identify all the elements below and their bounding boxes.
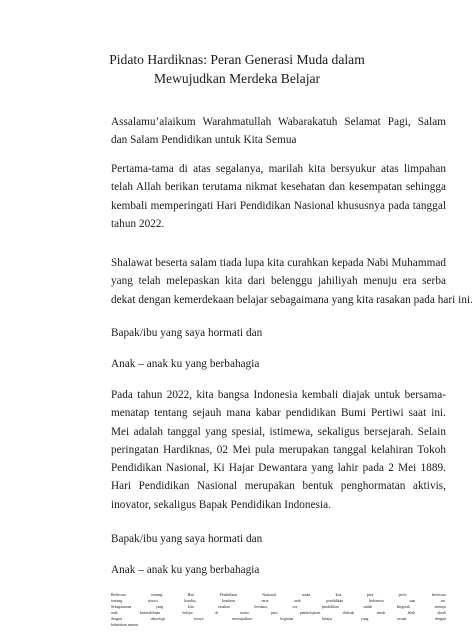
text-line: tentang situasi, kondisi, keadaan, serta arah pendidikan Indonesia saat ini. [111, 599, 446, 603]
paragraph-salutation [111, 324, 446, 342]
document-title [60, 50, 414, 88]
text-line: kebutuhan zaman. [111, 623, 139, 627]
paragraph-salutation [111, 355, 446, 373]
text-line: menatap tentang sejauh mana kabar pendidikan Bumi Pertiwi saat ini. [111, 407, 446, 420]
text-line: dan Salam Pendidikan untuk Kita Semua [111, 134, 297, 147]
paragraph-gratitude [111, 160, 446, 233]
paragraph-hardiknas [111, 386, 446, 514]
text-line: yang telah melepaskan kita dari belenggu jahiliyah menuju era serba [111, 275, 446, 288]
text-line: Mei adalah tanggal yang spesial, istimewa, sekaligus bersejarah. Selain [111, 425, 446, 438]
text-line: Bapak/ibu yang saya hormati dan [111, 327, 263, 339]
paragraph-salutation [111, 530, 446, 548]
text-line: inovator, sekaligus Bapak Pendidikan Indonesia. [111, 498, 332, 511]
paragraph-greeting [111, 113, 446, 150]
text-line: Pendidikan Nasional, Ki Hajar Dewantara yang lahir pada 2 Mei 1889. [111, 462, 446, 475]
text-line: Berbicara tentang Hari Pendidikan Nasional, maka kita pula perlu berbicara [111, 593, 446, 597]
text-line: kembali memperingati Hari Pendidikan Nasional khususnya pada tanggal [111, 199, 446, 212]
title-line: Mewujudkan Merdeka Belajar [153, 71, 321, 86]
text-line: dekat dengan kemerdekaan belajar sebagaimana yang kita rasakan pada hari ini. [111, 293, 473, 306]
text-line: Sebagaimana yang kita rasakan bersama, era pendidikan sudah bergerak menuju [111, 605, 446, 609]
text-line: tahun 2022. [111, 217, 165, 230]
text-line: Anak – anak ku yang berbahagia [111, 564, 260, 576]
paragraph-education-direction [111, 592, 446, 628]
title-line: Pidato Hardiknas: Peran Generasi Muda dalam [109, 52, 365, 67]
text-line: Pada tahun 2022, kita bangsa Indonesia kembali diajak untuk bersama- [111, 389, 446, 401]
paragraph-shalawat [111, 254, 473, 309]
text-line: arah kemerdekaan belajar di mana para pembelajaran didesak untuk lebih akrab [111, 611, 446, 615]
text-line: telah Allah berikan terutama nikmat kesehatan dan kesempatan sehingga [111, 181, 446, 194]
text-line: Anak – anak ku yang berbahagia [111, 358, 260, 370]
text-line: Shalawat beserta salam tiada lupa kita curahkan kepada Nabi Muhammad [111, 257, 446, 269]
text-line: Pertama-tama di atas segalanya, marilah kita bersyukur atas limpahan [111, 163, 446, 175]
text-line: Bapak/ibu yang saya hormati dan [111, 533, 263, 545]
text-line: peringatan Hardiknas, 02 Mei pula merupakan tanggal kelahiran Tokoh [111, 443, 446, 456]
text-line: Hari Pendidikan Nasional merupakan bentuk penghormatan aktivis, [111, 480, 446, 493]
text-line: dengan teknologi seraya mewujudkan kegiatan belajar yang sesuai dengan [111, 617, 446, 621]
text-line: Assalamu’alaikum Warahmatullah Wabarakatuh Selamat Pagi, Salam [111, 116, 446, 128]
paragraph-salutation [111, 561, 446, 579]
